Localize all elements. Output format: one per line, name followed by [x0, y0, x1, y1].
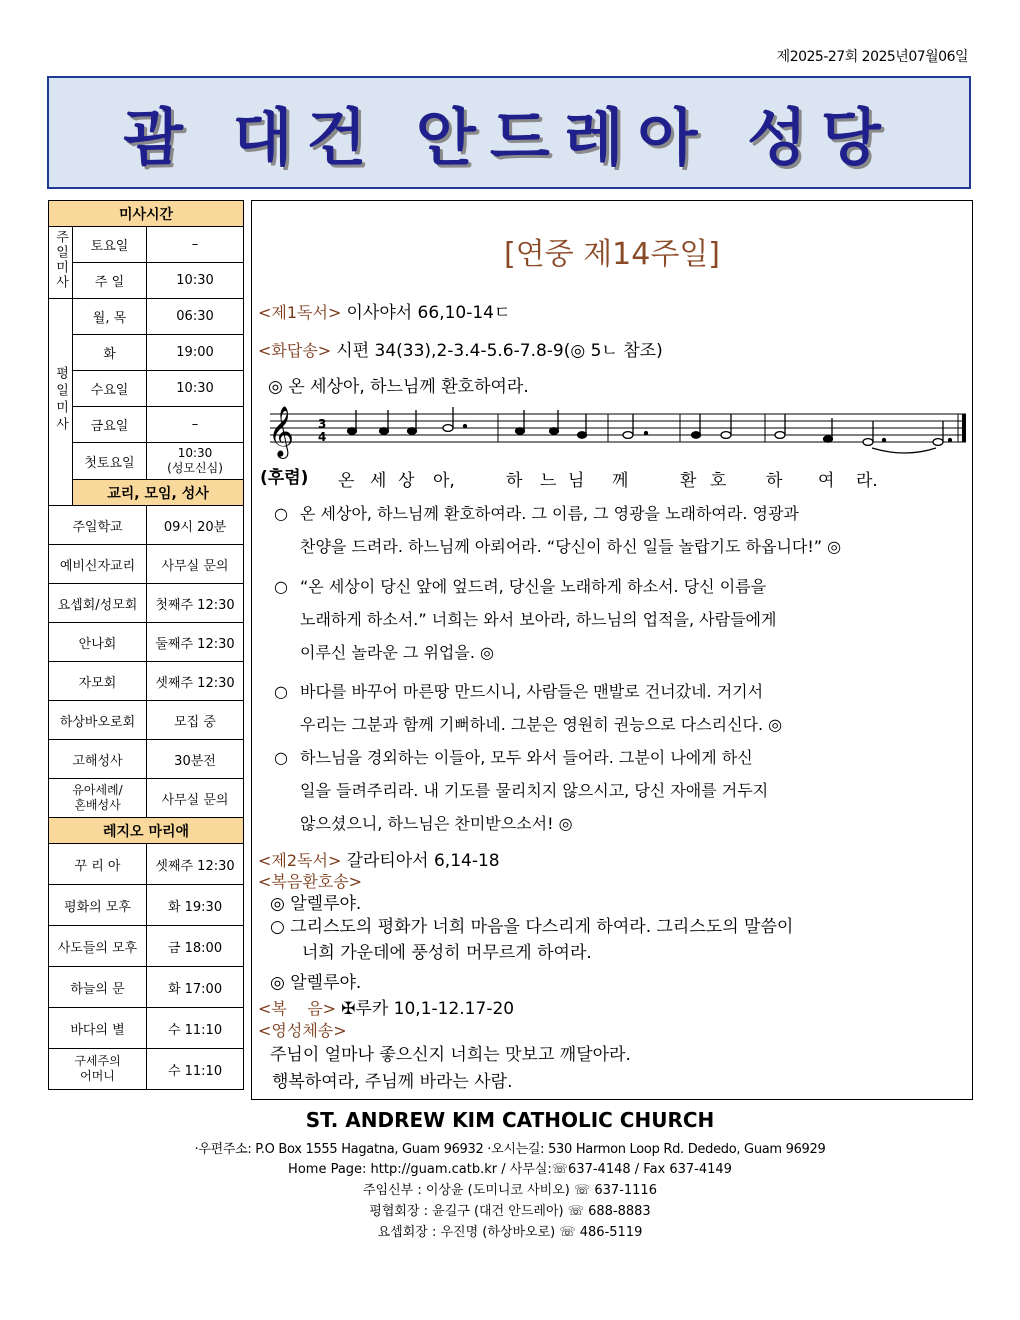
psalm-verse-1: ○ 온 세상아, 하느님께 환호하여라. 그 이름, 그 영광을 노래하여라. 영광과 찬양을 드려라. 하느님께 아뢰어라. “당신이 하신 일들 놀랍기도 하옵니다!” ◎ [274, 497, 964, 563]
legio-name: 구세주의 어머니 [49, 1049, 147, 1090]
mass-time-header: 미사시간 [49, 201, 244, 227]
gospel-ref: ✠루카 10,1-12.17-20 [341, 999, 515, 1019]
edu-name: 유아세례/ 혼배성사 [49, 779, 147, 818]
day-label: 첫토요일 [73, 443, 147, 480]
psalm-response: ◎ 온 세상아, 하느님께 환호하여라. [268, 377, 529, 397]
psalm-label: <화답송> [258, 341, 332, 360]
verse-mark: ○ [274, 504, 288, 523]
church-title: 괌 대건 안드레아 성당 [123, 101, 895, 174]
gospel-label: <복 음> [258, 999, 337, 1018]
sunday-title: [연중 제14주일] [503, 237, 721, 272]
day-label: 주 일 [73, 263, 147, 299]
first-reading-ref: 이사야서 66,10-14ㄷ [346, 303, 511, 323]
acclamation-verse-line2: 너희 가운데에 풍성히 머무르게 하여라. [302, 943, 592, 963]
edu-name: 주일학교 [49, 506, 147, 545]
issue-date: 제2025-27회 2025년07월06일 [776, 49, 968, 65]
pastor: 주임신부 : 이상윤 (도미니코 사비오) ☏ 637-1116 [363, 1183, 657, 1198]
lyric: 상 [398, 471, 415, 491]
edu-value: 09시 20분 [147, 506, 244, 545]
time-value: 10:30 [147, 371, 244, 407]
address: ·우편주소: P.O Box 1555 Hagatna, Guam 96932 ·오시는길: 530 Harmon Loop Rd. Dededo, Guam 96929 [194, 1142, 826, 1157]
gospel [258, 994, 514, 1019]
contact: Home Page: http://guam.catb.kr / 사무실:☏637-4148 / Fax 637-4149 [288, 1162, 732, 1177]
liturgy-panel [251, 200, 973, 1100]
day-label: 수요일 [73, 371, 147, 407]
alleluia-2: ◎ 알렐루야. [270, 973, 362, 993]
psalm [258, 336, 663, 361]
lyric: 느 [540, 471, 557, 491]
alleluia: ◎ 알렐루야. [270, 894, 362, 914]
edu-value: 30분전 [147, 740, 244, 779]
psalm-ref: 시편 34(33),2-3.4-5.6-7.8-9(◎ 5ㄴ 참조) [336, 341, 663, 361]
schedule-table [48, 200, 244, 1090]
verse-mark: ○ [274, 577, 288, 596]
legio-name: 꾸 리 아 [49, 844, 147, 885]
lyric: 께 [612, 471, 629, 491]
lyric: 세 [370, 471, 387, 491]
legio-name: 바다의 별 [49, 1008, 147, 1049]
second-reading-label: <제2독서> [258, 851, 342, 870]
legio-name: 하늘의 문 [49, 967, 147, 1008]
lyric: 님 [568, 471, 585, 491]
church-name-en: ST. ANDREW KIM CATHOLIC CHURCH [305, 1108, 715, 1132]
edu-name: 고해성사 [49, 740, 147, 779]
first-reading [258, 298, 510, 323]
time-value: 10:30 (성모신심) [147, 443, 244, 480]
legio-header: 레지오 마리애 [49, 818, 244, 844]
day-label: 토요일 [73, 227, 147, 263]
lyric: 아, [433, 471, 455, 491]
gospel-acclamation-label: <복음환호송> [258, 872, 363, 891]
edu-name: 안나회 [49, 623, 147, 662]
legio-value: 금 18:00 [147, 926, 244, 967]
day-label: 월, 목 [73, 299, 147, 335]
legio-name: 평화의 모후 [49, 885, 147, 926]
communion-line2: 행복하여라, 주님께 바라는 사람. [272, 1072, 513, 1092]
verse-mark: ○ [274, 682, 288, 701]
council-president: 평협회장 : 윤길구 (대건 안드레아) ☏ 688-8883 [369, 1204, 651, 1219]
lyric: 온 [338, 471, 355, 491]
lyric: 환 [680, 471, 697, 491]
psalm-verse-4: ○ 하느님을 경외하는 이들아, 모두 와서 들어라. 그분이 나에게 하신 일을 들려주리라. 내 기도를 물리치지 않으시고, 당신 자애를 거두지 않으셨으니, 하느님은 찬미받으소서! ◎ [274, 741, 964, 840]
refrain-tag: (후렴) [260, 468, 309, 488]
day-label: 화 [73, 335, 147, 371]
edu-value: 둘째주 12:30 [147, 623, 244, 662]
first-reading-label: <제1독서> [258, 303, 342, 322]
svg-text:3: 3 [318, 417, 327, 431]
time-value: 06:30 [147, 299, 244, 335]
legio-value: 화 19:30 [147, 885, 244, 926]
joseph-president: 요셉회장 : 우진명 (하상바오로) ☏ 486-5119 [377, 1225, 643, 1240]
verse-mark: ○ [274, 748, 288, 767]
edu-value: 사무실 문의 [147, 779, 244, 818]
svg-text:4: 4 [318, 430, 327, 444]
time-value: 10:30 [147, 263, 244, 299]
lyric: 하 [766, 471, 783, 491]
time-value: 19:00 [147, 335, 244, 371]
legio-value: 셋째주 12:30 [147, 844, 244, 885]
lyric: 하 [506, 471, 523, 491]
edu-name: 요셉회/성모회 [49, 584, 147, 623]
day-label: 금요일 [73, 407, 147, 443]
edu-value: 모집 중 [147, 701, 244, 740]
edu-name: 하상바오로회 [49, 701, 147, 740]
treble-clef-icon: 𝄞 [268, 406, 295, 457]
lyric: 라. [856, 471, 878, 491]
acclamation-verse-line1: ○ 그리스도의 평화가 너희 마음을 다스리게 하여라. 그리스도의 말씀이 [270, 917, 794, 937]
time-value: – [147, 407, 244, 443]
lyric: 여 [818, 471, 835, 491]
edu-name: 예비신자교리 [49, 545, 147, 584]
edu-value: 사무실 문의 [147, 545, 244, 584]
psalm-verse-3: ○ 바다를 바꾸어 마른땅 만드시니, 사람들은 맨발로 건너갔네. 거기서 우리는 그분과 함께 기뻐하네. 그분은 영원히 권능으로 다스리신다. ◎ [274, 675, 964, 741]
edu-header: 교리, 모임, 성사 [73, 480, 244, 506]
time-value: – [147, 227, 244, 263]
legio-value: 수 11:10 [147, 1049, 244, 1090]
lyric: 호 [710, 471, 727, 491]
banner [47, 76, 971, 189]
legio-value: 화 17:00 [147, 967, 244, 1008]
second-reading-ref: 갈라티아서 6,14-18 [346, 851, 500, 871]
communion-label: <영성체송> [258, 1021, 347, 1040]
legio-name: 사도들의 모후 [49, 926, 147, 967]
legio-value: 수 11:10 [147, 1008, 244, 1049]
psalm-verse-2: ○ “온 세상이 당신 앞에 엎드려, 당신을 노래하게 하소서. 당신 이름을 노래하게 하소서.” 너희는 와서 보아라, 하느님의 업적을, 사람들에게 이루신 놀라운 그 위업을. ◎ [274, 570, 964, 669]
communion-line1: 주님이 얼마나 좋으신지 너희는 맛보고 깨달아라. [270, 1045, 631, 1065]
sunday-mass-group: 주일미사 [49, 227, 73, 299]
weekday-mass-group: 평일미사 [49, 299, 73, 506]
edu-value: 첫째주 12:30 [147, 584, 244, 623]
edu-value: 셋째주 12:30 [147, 662, 244, 701]
edu-name: 자모회 [49, 662, 147, 701]
second-reading [258, 846, 500, 871]
